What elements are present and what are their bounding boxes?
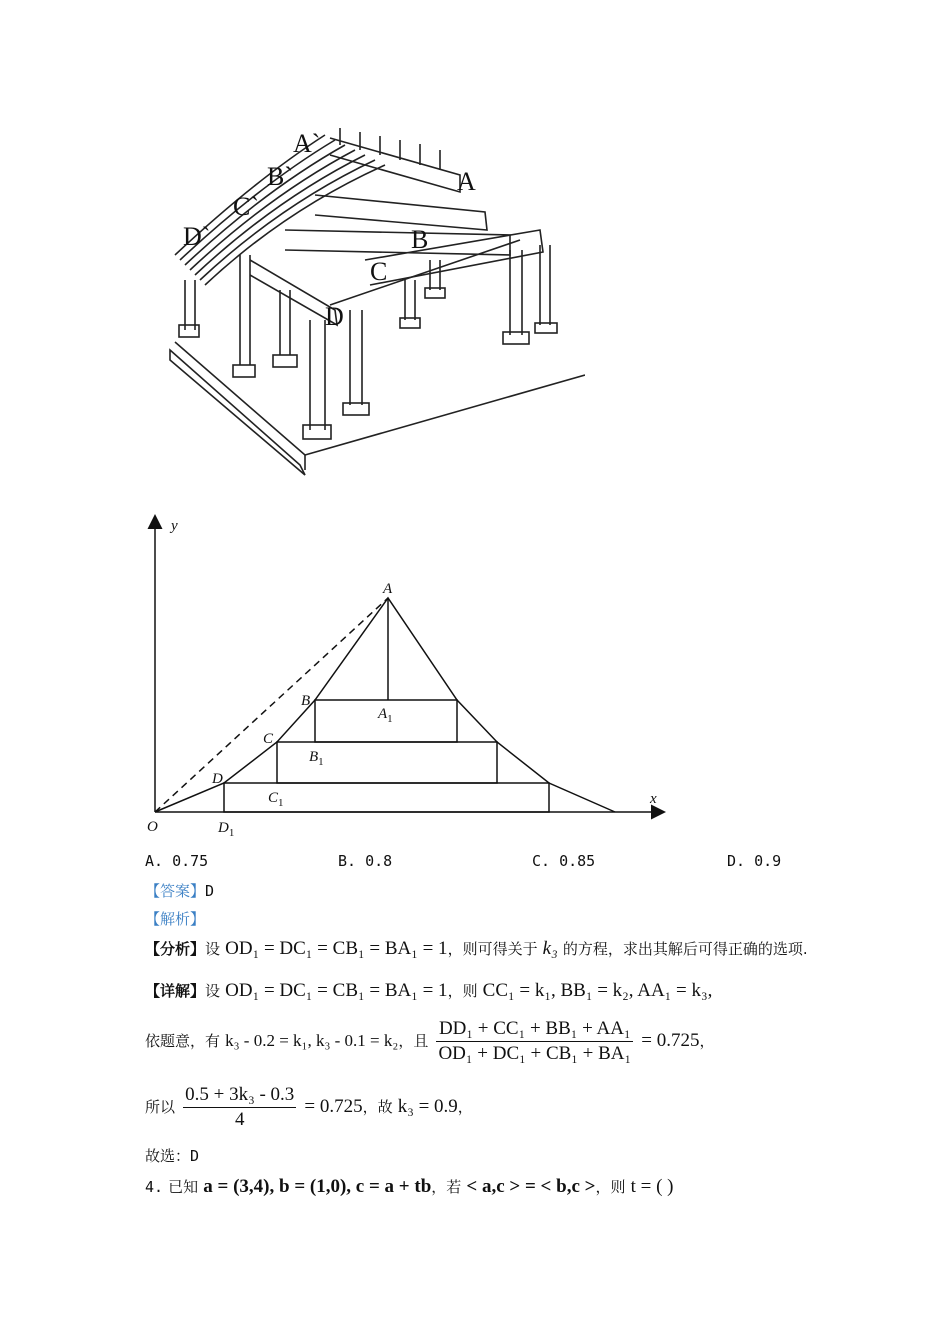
label-c: C	[370, 257, 388, 286]
ratio-numerator: DD₁ + CC₁ + BB₁ + AA₁	[436, 1018, 633, 1042]
fenxi-prefix: 设	[205, 940, 221, 958]
question-4-then: ，则	[595, 1178, 626, 1196]
fenxi-k3: k₃	[542, 938, 558, 959]
question-4-ask: t = ( )	[630, 1176, 674, 1197]
question-4-number: 4.	[145, 1178, 164, 1196]
question-4-vectors: a = (3,4), b = (1,0), c = a + tb	[203, 1176, 432, 1197]
choice-d-letter: D.	[727, 852, 746, 870]
ratio-denominator: OD₁ + DC₁ + CB₁ + BA₁	[438, 1043, 632, 1064]
choice-a	[145, 852, 208, 870]
choice-a-value: 0.75	[172, 852, 209, 870]
x-label: x	[650, 791, 657, 807]
question-4-prefix: 已知	[168, 1178, 199, 1196]
label-a: A	[457, 167, 476, 196]
select-line	[145, 1145, 199, 1166]
origin-label: O	[147, 819, 158, 835]
label-d: D	[325, 302, 344, 331]
label-b: B	[411, 225, 429, 254]
xiangjie-equation-1: OD₁ = DC₁ = CB₁ = BA₁ = 1	[225, 980, 448, 1001]
point-c1: $C_1$	[268, 790, 284, 809]
coordinate-graph	[135, 505, 675, 840]
question-4	[145, 1176, 673, 1198]
choice-b-value: 0.8	[365, 852, 393, 870]
answer-line	[145, 880, 214, 901]
ratio-fraction	[436, 1018, 633, 1065]
condition-prefix: 依题意，有	[145, 1032, 221, 1050]
point-d1: $D_1$	[218, 820, 235, 839]
point-c: C	[263, 731, 274, 747]
y-label: y	[171, 518, 178, 534]
label-b-prime: B`	[267, 162, 293, 191]
choice-c-value: 0.85	[559, 852, 596, 870]
ratio-value: = 0.725	[641, 1030, 700, 1051]
solve-end: ，	[457, 1098, 473, 1116]
solve-denominator: 4	[234, 1109, 245, 1130]
select-label: 故选：	[145, 1147, 191, 1165]
question-4-mid: ，若	[431, 1178, 462, 1196]
label-d-prime: D`	[183, 222, 211, 251]
choice-a-letter: A.	[145, 852, 164, 870]
solve-value: = 0.725	[304, 1096, 363, 1117]
point-a: A	[383, 581, 393, 597]
answer-label: 【答案】	[145, 882, 206, 900]
fenxi-label: 【分析】	[145, 940, 206, 958]
choice-c	[532, 852, 595, 870]
xiangjie-equation-2: CC₁ = k₁, BB₁ = k₂, AA₁ = k₃,	[482, 980, 713, 1001]
solve-fraction	[183, 1084, 296, 1131]
fenxi-equation: OD₁ = DC₁ = CB₁ = BA₁ = 1	[225, 938, 448, 959]
condition-equation: k₃ - 0.2 = k₁, k₃ - 0.1 = k₂	[225, 1031, 399, 1050]
fenxi-text2: 的方程，求出其解后可得正确的选项.	[562, 940, 808, 958]
point-d: D	[212, 771, 223, 787]
xiangjie-line	[145, 980, 712, 1002]
solve-prefix: 所以	[145, 1098, 176, 1116]
choice-b	[338, 852, 392, 870]
solve-line	[145, 1084, 473, 1131]
point-b1: $B_1$	[309, 749, 324, 768]
point-a1: $A_1$	[378, 706, 393, 725]
select-value: D	[190, 1147, 200, 1165]
label-a-prime: A`	[293, 129, 321, 158]
fenxi-text1: ，则可得关于	[447, 940, 538, 958]
choice-b-letter: B.	[338, 852, 357, 870]
question-4-condition: < a,c > = < b,c >	[466, 1176, 596, 1197]
xiangjie-text: ，则	[447, 982, 478, 1000]
choice-c-letter: C.	[532, 852, 551, 870]
roof-curve	[155, 598, 615, 812]
label-c-prime: C`	[233, 192, 259, 221]
point-b: B	[301, 693, 311, 709]
condition-mid: ，且	[398, 1032, 429, 1050]
choice-d	[727, 852, 781, 870]
solve-mid: ，故	[362, 1098, 393, 1116]
analysis-label: 【解析】	[145, 910, 206, 928]
xiangjie-label: 【详解】	[145, 982, 206, 1000]
roof-structure-illustration	[165, 120, 585, 480]
condition-line	[145, 1018, 714, 1065]
fenxi-line	[145, 938, 808, 960]
solve-numerator: 0.5 + 3k₃ - 0.3	[183, 1084, 296, 1108]
choice-d-value: 0.9	[754, 852, 782, 870]
solve-result: k₃ = 0.9	[397, 1096, 458, 1117]
answer-value: D	[205, 882, 215, 900]
condition-end: ，	[699, 1032, 715, 1050]
dashed-oa	[155, 598, 388, 812]
xiangjie-prefix: 设	[205, 982, 221, 1000]
